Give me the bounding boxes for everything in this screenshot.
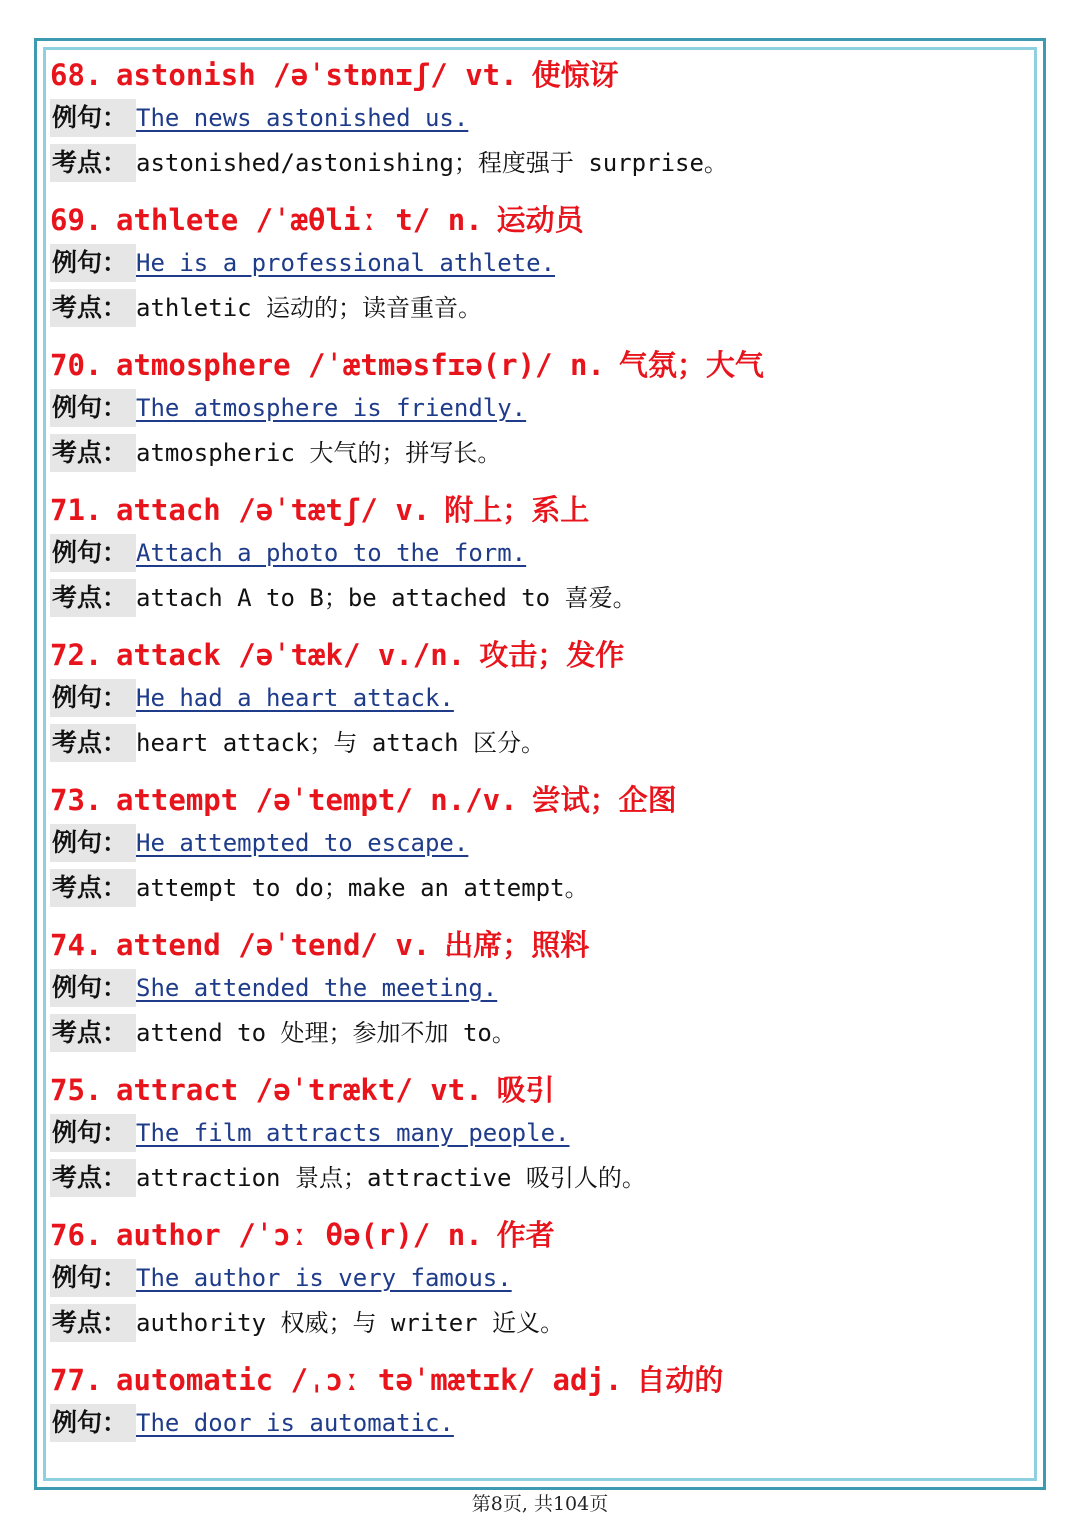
headword: attempt /əˈtempt/ n./v. — [116, 783, 518, 817]
example-line — [50, 99, 1030, 137]
example-line — [50, 534, 1030, 572]
headword-line — [50, 1069, 1030, 1111]
note-text: athletic 运动的；读音重音。 — [136, 294, 483, 322]
headword: attack /əˈtæk/ v./n. — [116, 638, 466, 672]
headword-line — [50, 344, 1030, 386]
entry-number: 68. — [50, 58, 103, 92]
vocab-entry — [50, 489, 1030, 634]
vocab-entry — [50, 1214, 1030, 1359]
example-line — [50, 824, 1030, 862]
example-sentence: He attempted to escape. — [136, 829, 469, 857]
example-label: 例句： — [50, 1114, 136, 1152]
note-text: astonished/astonishing；程度强于 surprise。 — [136, 149, 728, 177]
headword: atmosphere /ˈætməsfɪə(r)/ n. — [116, 348, 605, 382]
note-label: 考点： — [50, 144, 136, 182]
headword: athlete /ˈæθliː t/ n. — [116, 203, 483, 237]
vocab-entry — [50, 779, 1030, 924]
headword: automatic /ˌɔː təˈmætɪk/ adj. — [116, 1363, 623, 1397]
headword-line — [50, 54, 1030, 96]
entry-number: 74. — [50, 928, 103, 962]
meaning: 尝试；企图 — [531, 783, 677, 817]
meaning: 攻击；发作 — [479, 638, 625, 672]
example-label: 例句： — [50, 1259, 136, 1297]
headword-line — [50, 1359, 1030, 1401]
headword-line — [50, 1214, 1030, 1256]
example-line — [50, 1404, 1030, 1442]
vocab-entry — [50, 344, 1030, 489]
note-line — [50, 1159, 1030, 1197]
note-line — [50, 289, 1030, 327]
entry-number: 70. — [50, 348, 103, 382]
example-line — [50, 679, 1030, 717]
entry-number: 75. — [50, 1073, 103, 1107]
vocabulary-list — [50, 54, 1030, 1504]
note-line — [50, 144, 1030, 182]
meaning: 气氛；大气 — [618, 348, 764, 382]
note-text: attraction 景点；attractive 吸引人的。 — [136, 1164, 646, 1192]
note-label: 考点： — [50, 1014, 136, 1052]
headword: attach /əˈtætʃ/ v. — [116, 493, 431, 527]
note-text: authority 权威；与 writer 近义。 — [136, 1309, 565, 1337]
example-sentence: The author is very famous. — [136, 1264, 512, 1292]
entry-number: 77. — [50, 1363, 103, 1397]
note-text: attend to 处理；参加不加 to。 — [136, 1019, 516, 1047]
meaning: 作者 — [496, 1218, 555, 1252]
example-line — [50, 389, 1030, 427]
meaning: 出席；照料 — [444, 928, 590, 962]
meaning: 吸引 — [496, 1073, 555, 1107]
note-text: attach A to B；be attached to 喜爱。 — [136, 584, 637, 612]
vocab-entry — [50, 1069, 1030, 1214]
headword-line — [50, 199, 1030, 241]
entry-number: 69. — [50, 203, 103, 237]
example-label: 例句： — [50, 824, 136, 862]
entry-number: 71. — [50, 493, 103, 527]
vocab-entry — [50, 924, 1030, 1069]
example-label: 例句： — [50, 969, 136, 1007]
example-sentence: He is a professional athlete. — [136, 249, 556, 277]
meaning: 自动的 — [636, 1363, 724, 1397]
headword-line — [50, 634, 1030, 676]
entry-number: 72. — [50, 638, 103, 672]
example-sentence: The news astonished us. — [136, 104, 469, 132]
note-text: attempt to do；make an attempt。 — [136, 874, 589, 902]
note-line — [50, 724, 1030, 762]
vocab-entry — [50, 54, 1030, 199]
example-line — [50, 1114, 1030, 1152]
headword-line — [50, 779, 1030, 821]
headword: author /ˈɔː θə(r)/ n. — [116, 1218, 483, 1252]
example-label: 例句： — [50, 244, 136, 282]
note-label: 考点： — [50, 869, 136, 907]
example-sentence: She attended the meeting. — [136, 974, 498, 1002]
example-label: 例句： — [50, 534, 136, 572]
example-line — [50, 244, 1030, 282]
note-label: 考点： — [50, 289, 136, 327]
note-label: 考点： — [50, 579, 136, 617]
note-line — [50, 434, 1030, 472]
example-label: 例句： — [50, 1404, 136, 1442]
note-text: atmospheric 大气的；拼写长。 — [136, 439, 502, 467]
vocab-entry — [50, 1359, 1030, 1504]
note-line — [50, 1014, 1030, 1052]
example-sentence: Attach a photo to the form. — [136, 539, 527, 567]
note-line — [50, 579, 1030, 617]
headword: attract /əˈtrækt/ vt. — [116, 1073, 483, 1107]
note-line — [50, 1304, 1030, 1342]
note-text: heart attack；与 attach 区分。 — [136, 729, 545, 757]
vocab-entry — [50, 634, 1030, 779]
note-label: 考点： — [50, 724, 136, 762]
entry-number: 73. — [50, 783, 103, 817]
note-label: 考点： — [50, 1304, 136, 1342]
headword-line — [50, 924, 1030, 966]
meaning: 使惊讶 — [531, 58, 619, 92]
meaning: 附上；系上 — [444, 493, 590, 527]
page-footer: 第8页, 共104页 — [471, 1493, 609, 1515]
example-sentence: He had a heart attack. — [136, 684, 454, 712]
vocab-entry — [50, 199, 1030, 344]
example-line — [50, 1259, 1030, 1297]
example-label: 例句： — [50, 679, 136, 717]
note-label: 考点： — [50, 434, 136, 472]
headword: attend /əˈtend/ v. — [116, 928, 431, 962]
note-label: 考点： — [50, 1159, 136, 1197]
example-line — [50, 969, 1030, 1007]
meaning: 运动员 — [496, 203, 584, 237]
example-sentence: The film attracts many people. — [136, 1119, 570, 1147]
entry-number: 76. — [50, 1218, 103, 1252]
example-label: 例句： — [50, 99, 136, 137]
headword: astonish /əˈstɒnɪʃ/ vt. — [116, 58, 518, 92]
note-line — [50, 869, 1030, 907]
example-label: 例句： — [50, 389, 136, 427]
headword-line — [50, 489, 1030, 531]
example-sentence: The door is automatic. — [136, 1409, 454, 1437]
example-sentence: The atmosphere is friendly. — [136, 394, 527, 422]
